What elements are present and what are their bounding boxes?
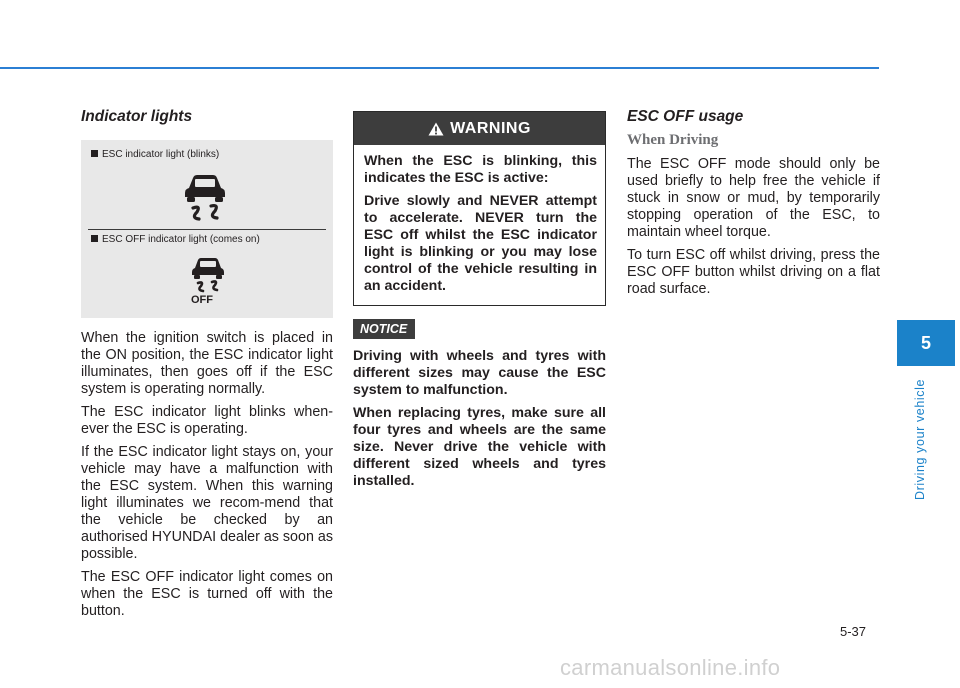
paragraph: To turn ESC off whilst driving, press the ESC OFF button whilst driving on a flat road surface.: [627, 247, 880, 297]
section-heading-esc-off-usage: ESC OFF usage: [627, 108, 744, 125]
bullet-square-icon: [91, 235, 98, 242]
indicator-body: [81, 330, 333, 620]
notice-badge: NOTICE: [353, 319, 415, 339]
esc-off-body: [627, 156, 880, 298]
warning-triangle-icon: [428, 122, 444, 136]
paragraph: Driving with wheels and tyres with different sizes may cause the ESC system to malfunction.: [353, 348, 606, 398]
column-indicator-lights: [81, 108, 333, 626]
page-number: 5-37: [840, 624, 867, 639]
figure-caption-esc: ESC indicator light (blinks): [91, 149, 219, 160]
paragraph: Drive slowly and NEVER attempt to accelerate. NEVER turn the ESC off whilst the ESC indicator light is blinking or you may lose control of the vehicle resulting in an accident.: [364, 193, 597, 294]
off-label: OFF: [191, 294, 213, 306]
section-heading-indicator-lights: Indicator lights: [81, 108, 193, 125]
watermark: carmanualsonline.info: [560, 655, 781, 680]
warning-body: [354, 145, 605, 305]
paragraph: The ESC OFF mode should only be used briefly to help free the vehicle if stuck in snow or mud, by temporarily stopping operation of the ESC, to maintain wheel torque.: [627, 156, 880, 240]
header-rule: [0, 67, 879, 69]
paragraph: If the ESC indicator light stays on, your vehicle may have a malfunction with the ESC system. When this warning light illuminates we recom-mend that the vehicle be checked by an authorised HYUNDAI dealer as soon as possible.: [81, 444, 333, 562]
esc-off-car-icon: [187, 256, 229, 294]
esc-skid-car-icon: [179, 172, 231, 222]
paragraph: When the ignition switch is placed in the ON position, the ESC indicator light illuminates, then goes off if the ESC system is operating normally.: [81, 330, 333, 397]
paragraph: When the ESC is blinking, this indicates the ESC is active:: [364, 153, 597, 186]
paragraph: When replacing tyres, make sure all four tyres and wheels are the same size. Never drive the vehicle with different sized wheels and tyres installed.: [353, 405, 606, 489]
paragraph: The ESC indicator light blinks when-ever the ESC is operating.: [81, 404, 333, 437]
chapter-label: Driving your vehicle: [913, 378, 927, 500]
warning-box: [353, 111, 606, 306]
column-warning-notice: [353, 111, 606, 496]
warning-title: WARNING: [450, 119, 531, 137]
paragraph: The ESC OFF indicator light comes on when the ESC is turned off with the button.: [81, 569, 333, 619]
warning-header: [354, 112, 605, 145]
figure-divider: [88, 229, 326, 230]
indicator-figure: [81, 140, 333, 318]
figure-caption-esc-off: ESC OFF indicator light (comes on): [91, 234, 260, 245]
bullet-square-icon: [91, 150, 98, 157]
subheading-when-driving: When Driving: [627, 132, 719, 148]
chapter-tab[interactable]: 5: [897, 320, 955, 366]
notice-body: [353, 348, 606, 490]
column-esc-off-usage: [627, 108, 880, 304]
